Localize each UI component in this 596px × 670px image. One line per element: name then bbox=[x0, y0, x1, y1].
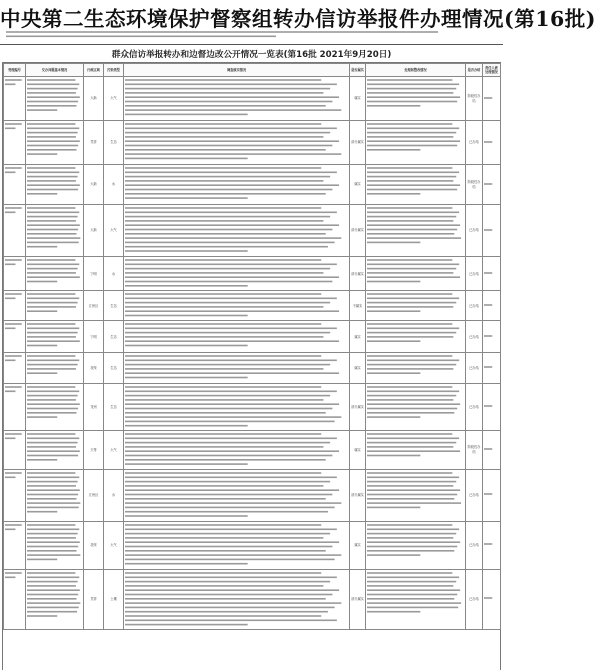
cell-complaint bbox=[26, 257, 84, 291]
illegible-text-lines bbox=[367, 166, 464, 196]
cell-completed: 已办结 bbox=[466, 353, 483, 383]
cell-verified: 属实 bbox=[350, 165, 366, 205]
illegible-text-lines bbox=[5, 571, 24, 580]
cell-case-id bbox=[4, 257, 26, 291]
cell-district: 宁明 bbox=[84, 257, 104, 291]
illegible-text-lines bbox=[367, 122, 464, 152]
cell-case-id bbox=[4, 353, 26, 383]
cell-responsible bbox=[483, 569, 501, 629]
table-row bbox=[4, 121, 501, 165]
cell-investigation bbox=[124, 291, 350, 321]
illegible-text-lines bbox=[125, 122, 348, 161]
illegible-text-lines bbox=[125, 571, 348, 627]
illegible-text-lines bbox=[27, 385, 82, 419]
table-row bbox=[4, 291, 501, 321]
cell-complaint bbox=[26, 291, 84, 321]
column-header: 行政区域 bbox=[84, 64, 104, 77]
cell-complaint bbox=[26, 205, 84, 257]
cell-investigation bbox=[124, 321, 350, 353]
cell-responsible bbox=[483, 469, 501, 521]
table-row bbox=[4, 430, 501, 469]
cell-verified: 属实 bbox=[350, 430, 366, 469]
illegible-text-lines bbox=[367, 571, 464, 614]
illegible-text-lines bbox=[6, 30, 497, 39]
report-table bbox=[3, 63, 501, 630]
illegible-text-lines bbox=[5, 523, 24, 532]
illegible-text-lines bbox=[5, 322, 24, 331]
cell-investigation bbox=[124, 257, 350, 291]
table-row bbox=[4, 165, 501, 205]
cell-responsible bbox=[483, 257, 501, 291]
cell-investigation bbox=[124, 383, 350, 430]
cell-investigation bbox=[124, 121, 350, 165]
cell-completed: 已办结 bbox=[466, 257, 483, 291]
cell-handling bbox=[366, 121, 466, 165]
cell-pollution-type: 水 bbox=[104, 469, 124, 521]
cell-complaint bbox=[26, 383, 84, 430]
illegible-text-lines bbox=[27, 166, 82, 196]
cell-pollution-type: 大气 bbox=[104, 77, 124, 121]
cell-completed: 阶段性办结 bbox=[466, 165, 483, 205]
illegible-text-lines bbox=[484, 303, 499, 307]
cell-handling bbox=[366, 321, 466, 353]
cell-verified: 属实 bbox=[350, 521, 366, 569]
cell-handling bbox=[366, 205, 466, 257]
cell-complaint bbox=[26, 469, 84, 521]
illegible-text-lines bbox=[5, 258, 24, 267]
column-header: 是否办结 bbox=[466, 64, 483, 77]
cell-responsible bbox=[483, 77, 501, 121]
cell-pollution-type: 大气 bbox=[104, 430, 124, 469]
table-row bbox=[4, 469, 501, 521]
table-row bbox=[4, 521, 501, 569]
illegible-text-lines bbox=[484, 96, 499, 100]
illegible-text-lines bbox=[484, 228, 499, 232]
illegible-text-lines bbox=[125, 166, 348, 200]
cell-complaint bbox=[26, 321, 84, 353]
illegible-text-lines bbox=[484, 140, 499, 144]
cell-responsible bbox=[483, 121, 501, 165]
table-header-row bbox=[4, 64, 501, 77]
cell-district: 江州区 bbox=[84, 291, 104, 321]
cell-responsible bbox=[483, 383, 501, 430]
illegible-text-lines bbox=[367, 471, 464, 510]
cell-completed: 阶段性办结 bbox=[466, 430, 483, 469]
cell-complaint bbox=[26, 77, 84, 121]
illegible-text-lines bbox=[367, 206, 464, 245]
cell-complaint bbox=[26, 430, 84, 469]
cell-pollution-type: 水 bbox=[104, 257, 124, 291]
cell-case-id bbox=[4, 321, 26, 353]
cell-verified: 部分属实 bbox=[350, 383, 366, 430]
cell-case-id bbox=[4, 205, 26, 257]
report-table-container bbox=[2, 62, 501, 670]
cell-case-id bbox=[4, 383, 26, 430]
cell-handling bbox=[366, 165, 466, 205]
cell-district: 凭祥 bbox=[84, 121, 104, 165]
illegible-text-lines bbox=[5, 471, 24, 480]
illegible-text-lines bbox=[484, 447, 499, 451]
cell-district: 大新 bbox=[84, 205, 104, 257]
illegible-text-lines bbox=[5, 432, 24, 441]
cell-district: 宁明 bbox=[84, 321, 104, 353]
cell-pollution-type: 生态 bbox=[104, 353, 124, 383]
illegible-text-lines bbox=[5, 354, 24, 363]
illegible-text-lines bbox=[484, 271, 499, 275]
cell-pollution-type: 大气 bbox=[104, 205, 124, 257]
column-header: 污染类型 bbox=[104, 64, 124, 77]
cell-pollution-type: 生态 bbox=[104, 383, 124, 430]
page-headline: 中央第二生态环境保护督察组转办信访举报件办理情况(第16批) bbox=[0, 7, 596, 31]
illegible-text-lines bbox=[27, 122, 82, 156]
cell-district: 凭祥 bbox=[84, 569, 104, 629]
table-row bbox=[4, 205, 501, 257]
illegible-text-lines bbox=[125, 471, 348, 518]
column-header: 是否属实 bbox=[350, 64, 366, 77]
illegible-text-lines bbox=[125, 354, 348, 380]
cell-district: 天等 bbox=[84, 430, 104, 469]
cell-handling bbox=[366, 383, 466, 430]
cell-handling bbox=[366, 430, 466, 469]
illegible-text-lines bbox=[367, 322, 464, 344]
illegible-text-lines bbox=[125, 78, 348, 117]
cell-case-id bbox=[4, 77, 26, 121]
cell-completed: 已办结 bbox=[466, 121, 483, 165]
cell-pollution-type: 水 bbox=[104, 165, 124, 205]
cell-responsible bbox=[483, 353, 501, 383]
illegible-text-lines bbox=[484, 334, 499, 338]
intro-paragraph bbox=[6, 30, 497, 44]
illegible-text-lines bbox=[27, 206, 82, 249]
illegible-text-lines bbox=[125, 322, 348, 348]
illegible-text-lines bbox=[484, 542, 499, 546]
cell-investigation bbox=[124, 165, 350, 205]
cell-case-id bbox=[4, 569, 26, 629]
cell-completed: 已办结 bbox=[466, 291, 483, 321]
cell-responsible bbox=[483, 165, 501, 205]
cell-investigation bbox=[124, 430, 350, 469]
cell-responsible bbox=[483, 321, 501, 353]
illegible-text-lines bbox=[367, 354, 464, 376]
cell-case-id bbox=[4, 430, 26, 469]
cell-pollution-type: 生态 bbox=[104, 321, 124, 353]
cell-verified: 部分属实 bbox=[350, 469, 366, 521]
column-header: 交办问题基本情况 bbox=[26, 64, 84, 77]
illegible-text-lines bbox=[484, 404, 499, 408]
cell-handling bbox=[366, 469, 466, 521]
cell-complaint bbox=[26, 569, 84, 629]
header-rule bbox=[0, 44, 503, 45]
cell-completed: 已办结 bbox=[466, 383, 483, 430]
illegible-text-lines bbox=[5, 206, 24, 215]
cell-verified: 部分属实 bbox=[350, 257, 366, 291]
cell-complaint bbox=[26, 165, 84, 205]
cell-handling bbox=[366, 257, 466, 291]
cell-completed: 已办结 bbox=[466, 521, 483, 569]
cell-completed: 已办结 bbox=[466, 205, 483, 257]
cell-responsible bbox=[483, 430, 501, 469]
cell-completed: 阶段性办结 bbox=[466, 77, 483, 121]
cell-district: 大新 bbox=[84, 165, 104, 205]
illegible-text-lines bbox=[484, 492, 499, 496]
illegible-text-lines bbox=[367, 385, 464, 419]
illegible-text-lines bbox=[484, 596, 499, 600]
cell-responsible bbox=[483, 205, 501, 257]
cell-verified: 部分属实 bbox=[350, 121, 366, 165]
illegible-text-lines bbox=[125, 432, 348, 466]
cell-case-id bbox=[4, 291, 26, 321]
cell-pollution-type: 生态 bbox=[104, 291, 124, 321]
cell-handling bbox=[366, 521, 466, 569]
cell-district: 江州区 bbox=[84, 469, 104, 521]
table-row bbox=[4, 353, 501, 383]
illegible-text-lines bbox=[367, 523, 464, 557]
cell-verified: 属实 bbox=[350, 321, 366, 353]
illegible-text-lines bbox=[27, 258, 82, 284]
illegible-text-lines bbox=[367, 258, 464, 284]
illegible-text-lines bbox=[5, 78, 24, 87]
illegible-text-lines bbox=[125, 258, 348, 288]
illegible-text-lines bbox=[27, 432, 82, 462]
cell-investigation bbox=[124, 469, 350, 521]
cell-case-id bbox=[4, 469, 26, 521]
cell-investigation bbox=[124, 205, 350, 257]
cell-investigation bbox=[124, 353, 350, 383]
table-body bbox=[4, 77, 501, 630]
column-header: 责任人被处理情况 bbox=[483, 64, 501, 77]
cell-investigation bbox=[124, 521, 350, 569]
cell-pollution-type: 大气 bbox=[104, 521, 124, 569]
illegible-text-lines bbox=[5, 385, 24, 394]
cell-handling bbox=[366, 569, 466, 629]
cell-responsible bbox=[483, 291, 501, 321]
cell-pollution-type: 土壤 bbox=[104, 569, 124, 629]
column-header: 受理编号 bbox=[4, 64, 26, 77]
cell-district: 大新 bbox=[84, 77, 104, 121]
cell-case-id bbox=[4, 521, 26, 569]
cell-completed: 已办结 bbox=[466, 469, 483, 521]
cell-verified: 属实 bbox=[350, 77, 366, 121]
illegible-text-lines bbox=[27, 354, 82, 376]
cell-handling bbox=[366, 77, 466, 121]
column-header: 处理和整改情况 bbox=[366, 64, 466, 77]
cell-verified: 部分属实 bbox=[350, 569, 366, 629]
cell-complaint bbox=[26, 121, 84, 165]
illegible-text-lines bbox=[125, 385, 348, 428]
column-header: 调查核实情况 bbox=[124, 64, 350, 77]
cell-responsible bbox=[483, 521, 501, 569]
cell-case-id bbox=[4, 165, 26, 205]
cell-district: 龙州 bbox=[84, 383, 104, 430]
illegible-text-lines bbox=[367, 432, 464, 458]
illegible-text-lines bbox=[27, 322, 82, 348]
cell-complaint bbox=[26, 521, 84, 569]
cell-verified: 部分属实 bbox=[350, 205, 366, 257]
illegible-text-lines bbox=[484, 182, 499, 186]
illegible-text-lines bbox=[367, 78, 464, 108]
table-row bbox=[4, 257, 501, 291]
illegible-text-lines bbox=[125, 292, 348, 318]
table-row bbox=[4, 321, 501, 353]
cell-case-id bbox=[4, 121, 26, 165]
illegible-text-lines bbox=[125, 206, 348, 253]
table-row bbox=[4, 77, 501, 121]
table-row bbox=[4, 569, 501, 629]
table-title: 群众信访举报转办和边督边改公开情况一览表(第16批 2021年9月20日) bbox=[111, 50, 392, 60]
illegible-text-lines bbox=[27, 571, 82, 618]
cell-complaint bbox=[26, 353, 84, 383]
illegible-text-lines bbox=[367, 292, 464, 314]
cell-pollution-type: 生态 bbox=[104, 121, 124, 165]
cell-investigation bbox=[124, 77, 350, 121]
cell-investigation bbox=[124, 569, 350, 629]
illegible-text-lines bbox=[5, 292, 24, 301]
illegible-text-lines bbox=[5, 122, 24, 131]
cell-verified: 属实 bbox=[350, 353, 366, 383]
illegible-text-lines bbox=[27, 78, 82, 112]
cell-handling bbox=[366, 353, 466, 383]
cell-verified: 不属实 bbox=[350, 291, 366, 321]
illegible-text-lines bbox=[27, 523, 82, 562]
illegible-text-lines bbox=[125, 523, 348, 566]
illegible-text-lines bbox=[484, 365, 499, 369]
illegible-text-lines bbox=[27, 292, 82, 314]
cell-completed: 已办结 bbox=[466, 321, 483, 353]
illegible-text-lines bbox=[27, 471, 82, 514]
cell-handling bbox=[366, 291, 466, 321]
cell-district: 扶绥 bbox=[84, 353, 104, 383]
illegible-text-lines bbox=[5, 166, 24, 175]
table-row bbox=[4, 383, 501, 430]
cell-completed: 已办结 bbox=[466, 569, 483, 629]
cell-district: 扶绥 bbox=[84, 521, 104, 569]
